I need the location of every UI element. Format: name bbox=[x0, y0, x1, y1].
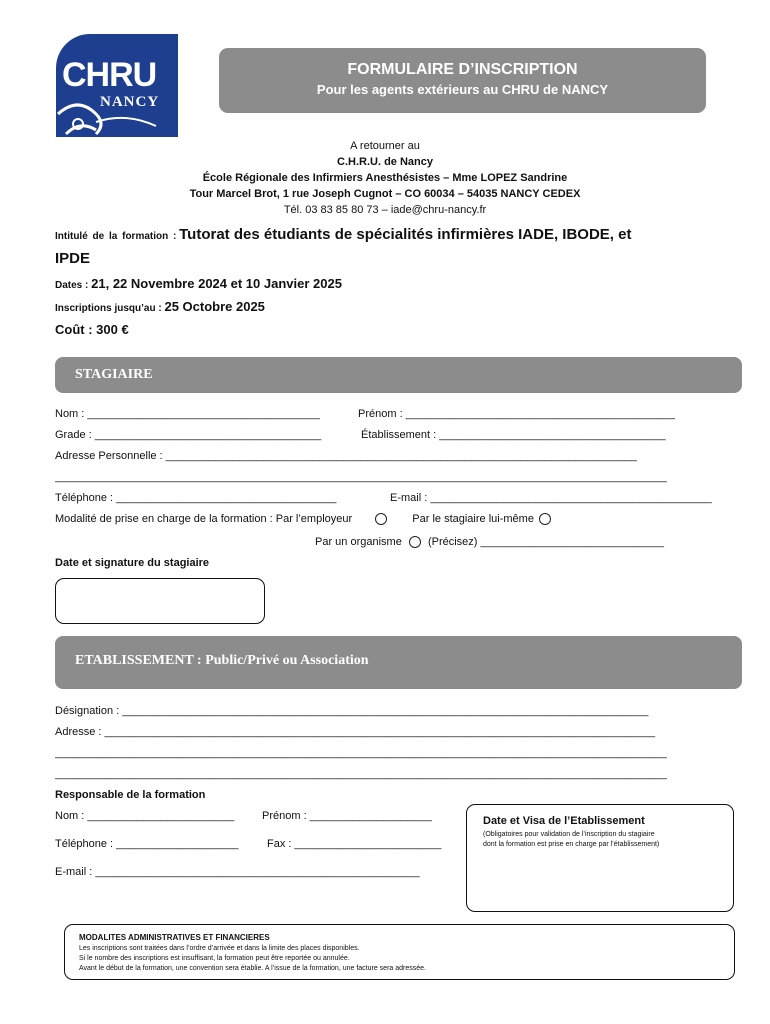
visa-box[interactable] bbox=[466, 804, 734, 912]
logo-text-chru: CHRU bbox=[62, 56, 157, 94]
etab-adresse-line2[interactable]: ____________________________________________________________________________________________________ bbox=[55, 747, 667, 759]
radio-employeur[interactable] bbox=[375, 513, 387, 525]
modalites-line: Avant le début de la formation, une convention sera établie. A l’issue de la formation, une facture sera adressée. bbox=[79, 965, 426, 972]
modalite-row bbox=[55, 513, 555, 525]
stagiaire-option-label: Par le stagiaire lui-même bbox=[412, 513, 534, 525]
section-etablissement: ETABLISSEMENT : Public/Privé ou Association bbox=[55, 636, 742, 689]
modalite-label: Modalité de prise en charge de la formation : Par l’employeur bbox=[55, 513, 353, 525]
resp-prenom-field[interactable]: Prénom : ____________________ bbox=[262, 810, 433, 822]
modalites-line: Si le nombre des inscriptions est insuffisant, la formation peut être reportée ou annulée. bbox=[79, 955, 350, 962]
modalites-title: MODALITES ADMINISTRATIVES ET FINANCIERES bbox=[79, 933, 270, 942]
visa-note: dont la formation est prise en charge par l’établissement) bbox=[483, 841, 660, 848]
section-stagiaire: STAGIAIRE bbox=[55, 357, 742, 393]
formation-label: Intitulé de la formation : bbox=[55, 231, 177, 242]
dates-value: 21, 22 Novembre 2024 et 10 Janvier 2025 bbox=[91, 276, 342, 291]
address-line: C.H.R.U. de Nancy bbox=[337, 156, 433, 168]
radio-stagiaire[interactable] bbox=[539, 513, 551, 525]
address-block bbox=[0, 138, 770, 218]
logo-text-nancy: NANCY bbox=[100, 94, 160, 110]
responsable-label: Responsable de la formation bbox=[55, 789, 206, 801]
designation-field[interactable]: Désignation : ______________________________________________________________________________________ bbox=[55, 705, 649, 717]
modalites-line: Les inscriptions sont traitées dans l’ordre d’arrivée et dans la limite des places disponibles. bbox=[79, 945, 360, 952]
precisez-field[interactable]: (Précisez) ______________________________ bbox=[427, 536, 665, 548]
signature-label: Date et signature du stagiaire bbox=[55, 557, 210, 569]
radio-organisme[interactable] bbox=[409, 536, 421, 548]
grade-field[interactable]: Grade : _____________________________________ bbox=[55, 429, 322, 441]
etab-adresse-field[interactable]: Adresse : __________________________________________________________________________________________ bbox=[55, 726, 656, 738]
visa-title: Date et Visa de l’Etablissement bbox=[483, 815, 645, 827]
email-field[interactable]: E-mail : ______________________________________________ bbox=[390, 492, 712, 504]
title-banner bbox=[219, 48, 706, 113]
organisme-label: Par un organisme bbox=[315, 536, 402, 548]
address-line: Tour Marcel Brot, 1 rue Joseph Cugnot – CO 60034 – 54035 NANCY CEDEX bbox=[189, 188, 581, 200]
cost-value: Coût : 300 € bbox=[55, 322, 129, 337]
telephone-field[interactable]: Téléphone : ____________________________________ bbox=[55, 492, 337, 504]
formation-title: Tutorat des étudiants de spécialités infirmières IADE, IBODE, et bbox=[179, 226, 632, 243]
etab-adresse-line3[interactable]: ____________________________________________________________________________________________________ bbox=[55, 768, 667, 780]
chru-logo bbox=[56, 34, 178, 137]
formation-title-cont: IPDE bbox=[55, 250, 91, 267]
formation-title-row bbox=[55, 226, 745, 243]
prenom-field[interactable]: Prénom : ____________________________________________ bbox=[358, 408, 675, 420]
address-line: A retourner au bbox=[350, 140, 420, 152]
cost-row bbox=[55, 322, 129, 337]
deadline-row: Inscriptions jusqu’au : 25 Octobre 2025 bbox=[55, 299, 265, 314]
etablissement-field[interactable]: Établissement : _____________________________________ bbox=[361, 429, 666, 441]
visa-note: (Obligatoires pour validation de l’inscription du stagiaire bbox=[483, 831, 655, 838]
modalites-box bbox=[64, 924, 735, 980]
adresse-field-line2[interactable]: ____________________________________________________________________________________________________ bbox=[55, 471, 667, 483]
nom-field[interactable]: Nom : ______________________________________ bbox=[55, 408, 320, 420]
dates-row: Dates : 21, 22 Novembre 2024 et 10 Janvier 2025 bbox=[55, 276, 342, 291]
address-line: Tél. 03 83 85 80 73 – iade@chru-nancy.fr bbox=[283, 204, 487, 216]
resp-email-field[interactable]: E-mail : _____________________________________________________ bbox=[55, 866, 420, 878]
resp-fax-field[interactable]: Fax : ________________________ bbox=[267, 838, 442, 850]
page-subtitle: Pour les agents extérieurs au CHRU de NANCY bbox=[316, 82, 609, 97]
resp-telephone-field[interactable]: Téléphone : ____________________ bbox=[55, 838, 239, 850]
address-line: École Régionale des Infirmiers Anesthésistes – Mme LOPEZ Sandrine bbox=[202, 172, 568, 184]
resp-nom-field[interactable]: Nom : ________________________ bbox=[55, 810, 235, 822]
signature-box[interactable] bbox=[55, 578, 265, 624]
organisme-row bbox=[315, 536, 664, 548]
page-title: FORMULAIRE D’INSCRIPTION bbox=[347, 61, 578, 78]
deadline-value: 25 Octobre 2025 bbox=[164, 299, 265, 314]
adresse-field[interactable]: Adresse Personnelle : _____________________________________________________________________________ bbox=[55, 450, 637, 462]
